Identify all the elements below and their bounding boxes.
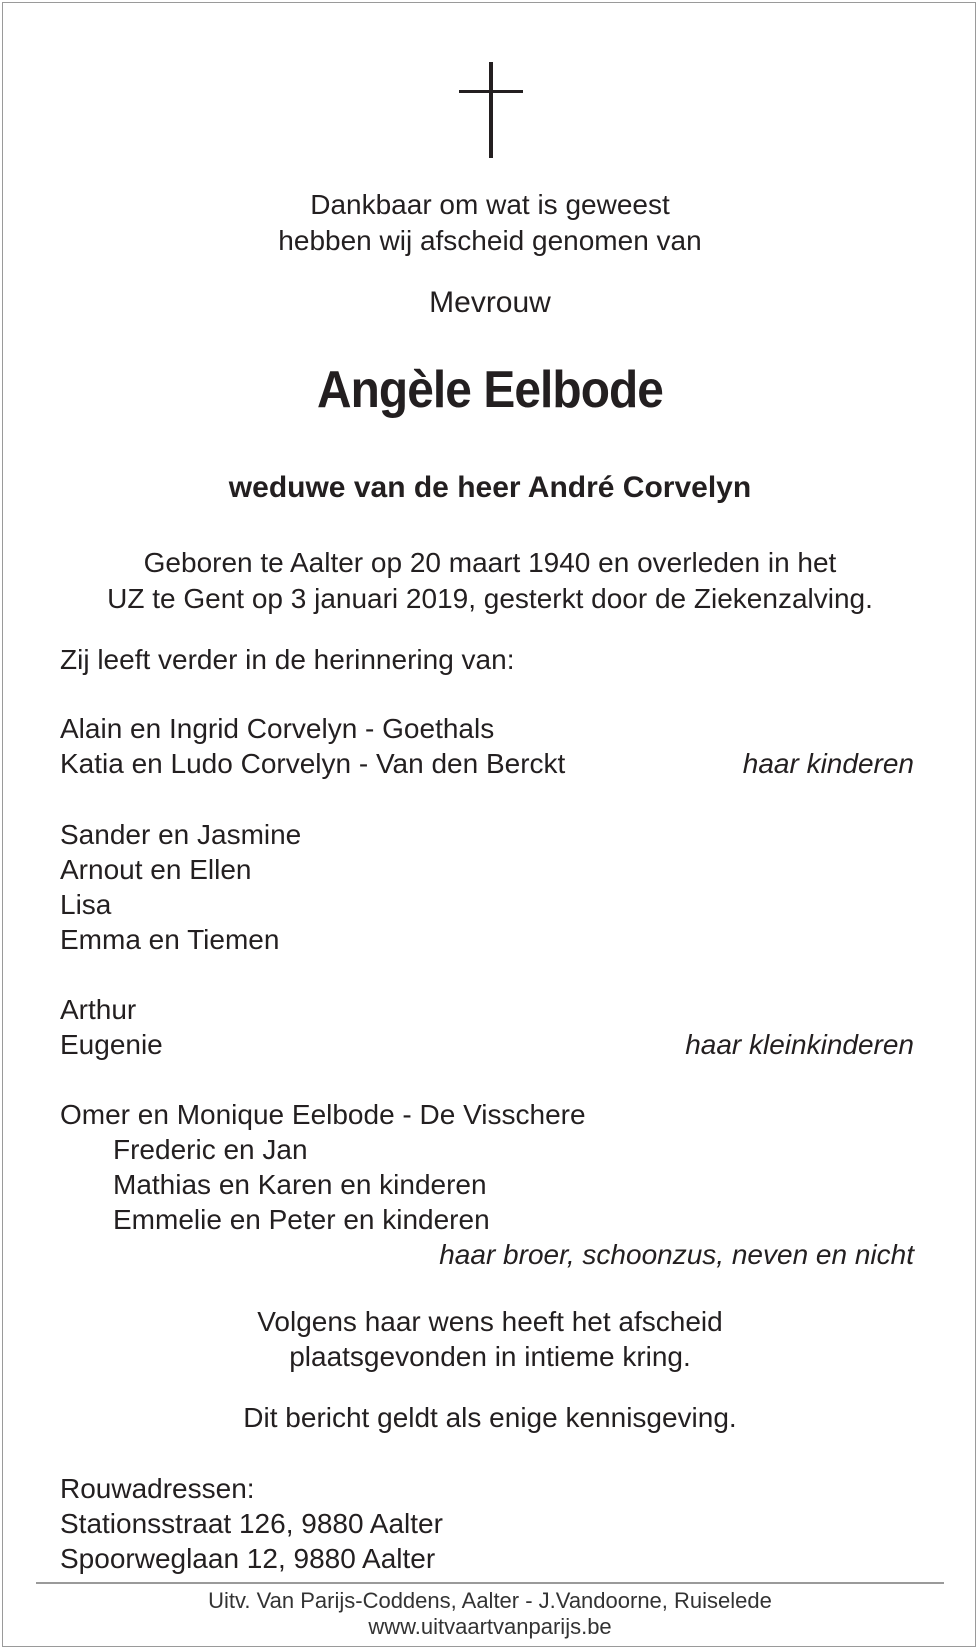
grandchild-name: Arnout en Ellen [60,854,252,885]
siblings-relation: haar broer, schoonzus, neven en nicht [439,1239,914,1270]
great-grandchild-name: Arthur [60,994,137,1025]
birth-death-line-1: Geboren te Aalter op 20 maart 1940 en overleden in het [143,547,837,578]
grandchild-name: Sander en Jasmine [60,819,302,850]
child-name: Alain en Ingrid Corvelyn - Goethals [60,713,495,744]
nephew-niece-name: Frederic en Jan [113,1134,308,1165]
undertaker-line: Uitv. Van Parijs-Coddens, Aalter - J.Vandoorne, Ruiselede [208,1588,772,1613]
address-line: Stationsstraat 126, 9880 Aalter [60,1508,443,1539]
latin-cross-icon [459,62,523,158]
spouse-line: weduwe van de heer André Corvelyn [228,471,752,504]
grandchild-name: Lisa [60,889,112,920]
birth-death-line-2: UZ te Gent op 3 januari 2019, gesterkt door de Ziekenzalving. [107,583,873,614]
child-name: Katia en Ludo Corvelyn - Van den Berckt [60,748,566,779]
remembrance-intro: Zij leeft verder in de herinnering van: [60,644,515,675]
address-line: Spoorweglaan 12, 9880 Aalter [60,1543,436,1574]
grandchildren-relation: haar kleinkinderen [685,1029,914,1060]
closing-line-2: plaatsgevonden in intieme kring. [289,1341,691,1372]
nephew-niece-name: Emmelie en Peter en kinderen [113,1204,490,1235]
intro-line-2: hebben wij afscheid genomen van [278,225,702,256]
closing-line-1: Volgens haar wens heeft het afscheid [257,1306,723,1337]
children-relation: haar kinderen [742,748,914,779]
salutation: Mevrouw [429,286,551,319]
notice-line: Dit bericht geldt als enige kennisgeving. [243,1402,737,1433]
grandchild-name: Emma en Tiemen [60,924,280,955]
great-grandchild-name: Eugenie [60,1029,163,1060]
deceased-name: Angèle Eelbode [316,361,663,419]
sibling-name: Omer en Monique Eelbode - De Visschere [60,1099,586,1130]
intro-line-1: Dankbaar om wat is geweest [310,189,670,220]
nephew-niece-name: Mathias en Karen en kinderen [113,1169,487,1200]
footer-divider [36,1582,944,1584]
addresses-label: Rouwadressen: [60,1473,255,1504]
website-link[interactable]: www.uitvaartvanparijs.be [368,1614,612,1639]
